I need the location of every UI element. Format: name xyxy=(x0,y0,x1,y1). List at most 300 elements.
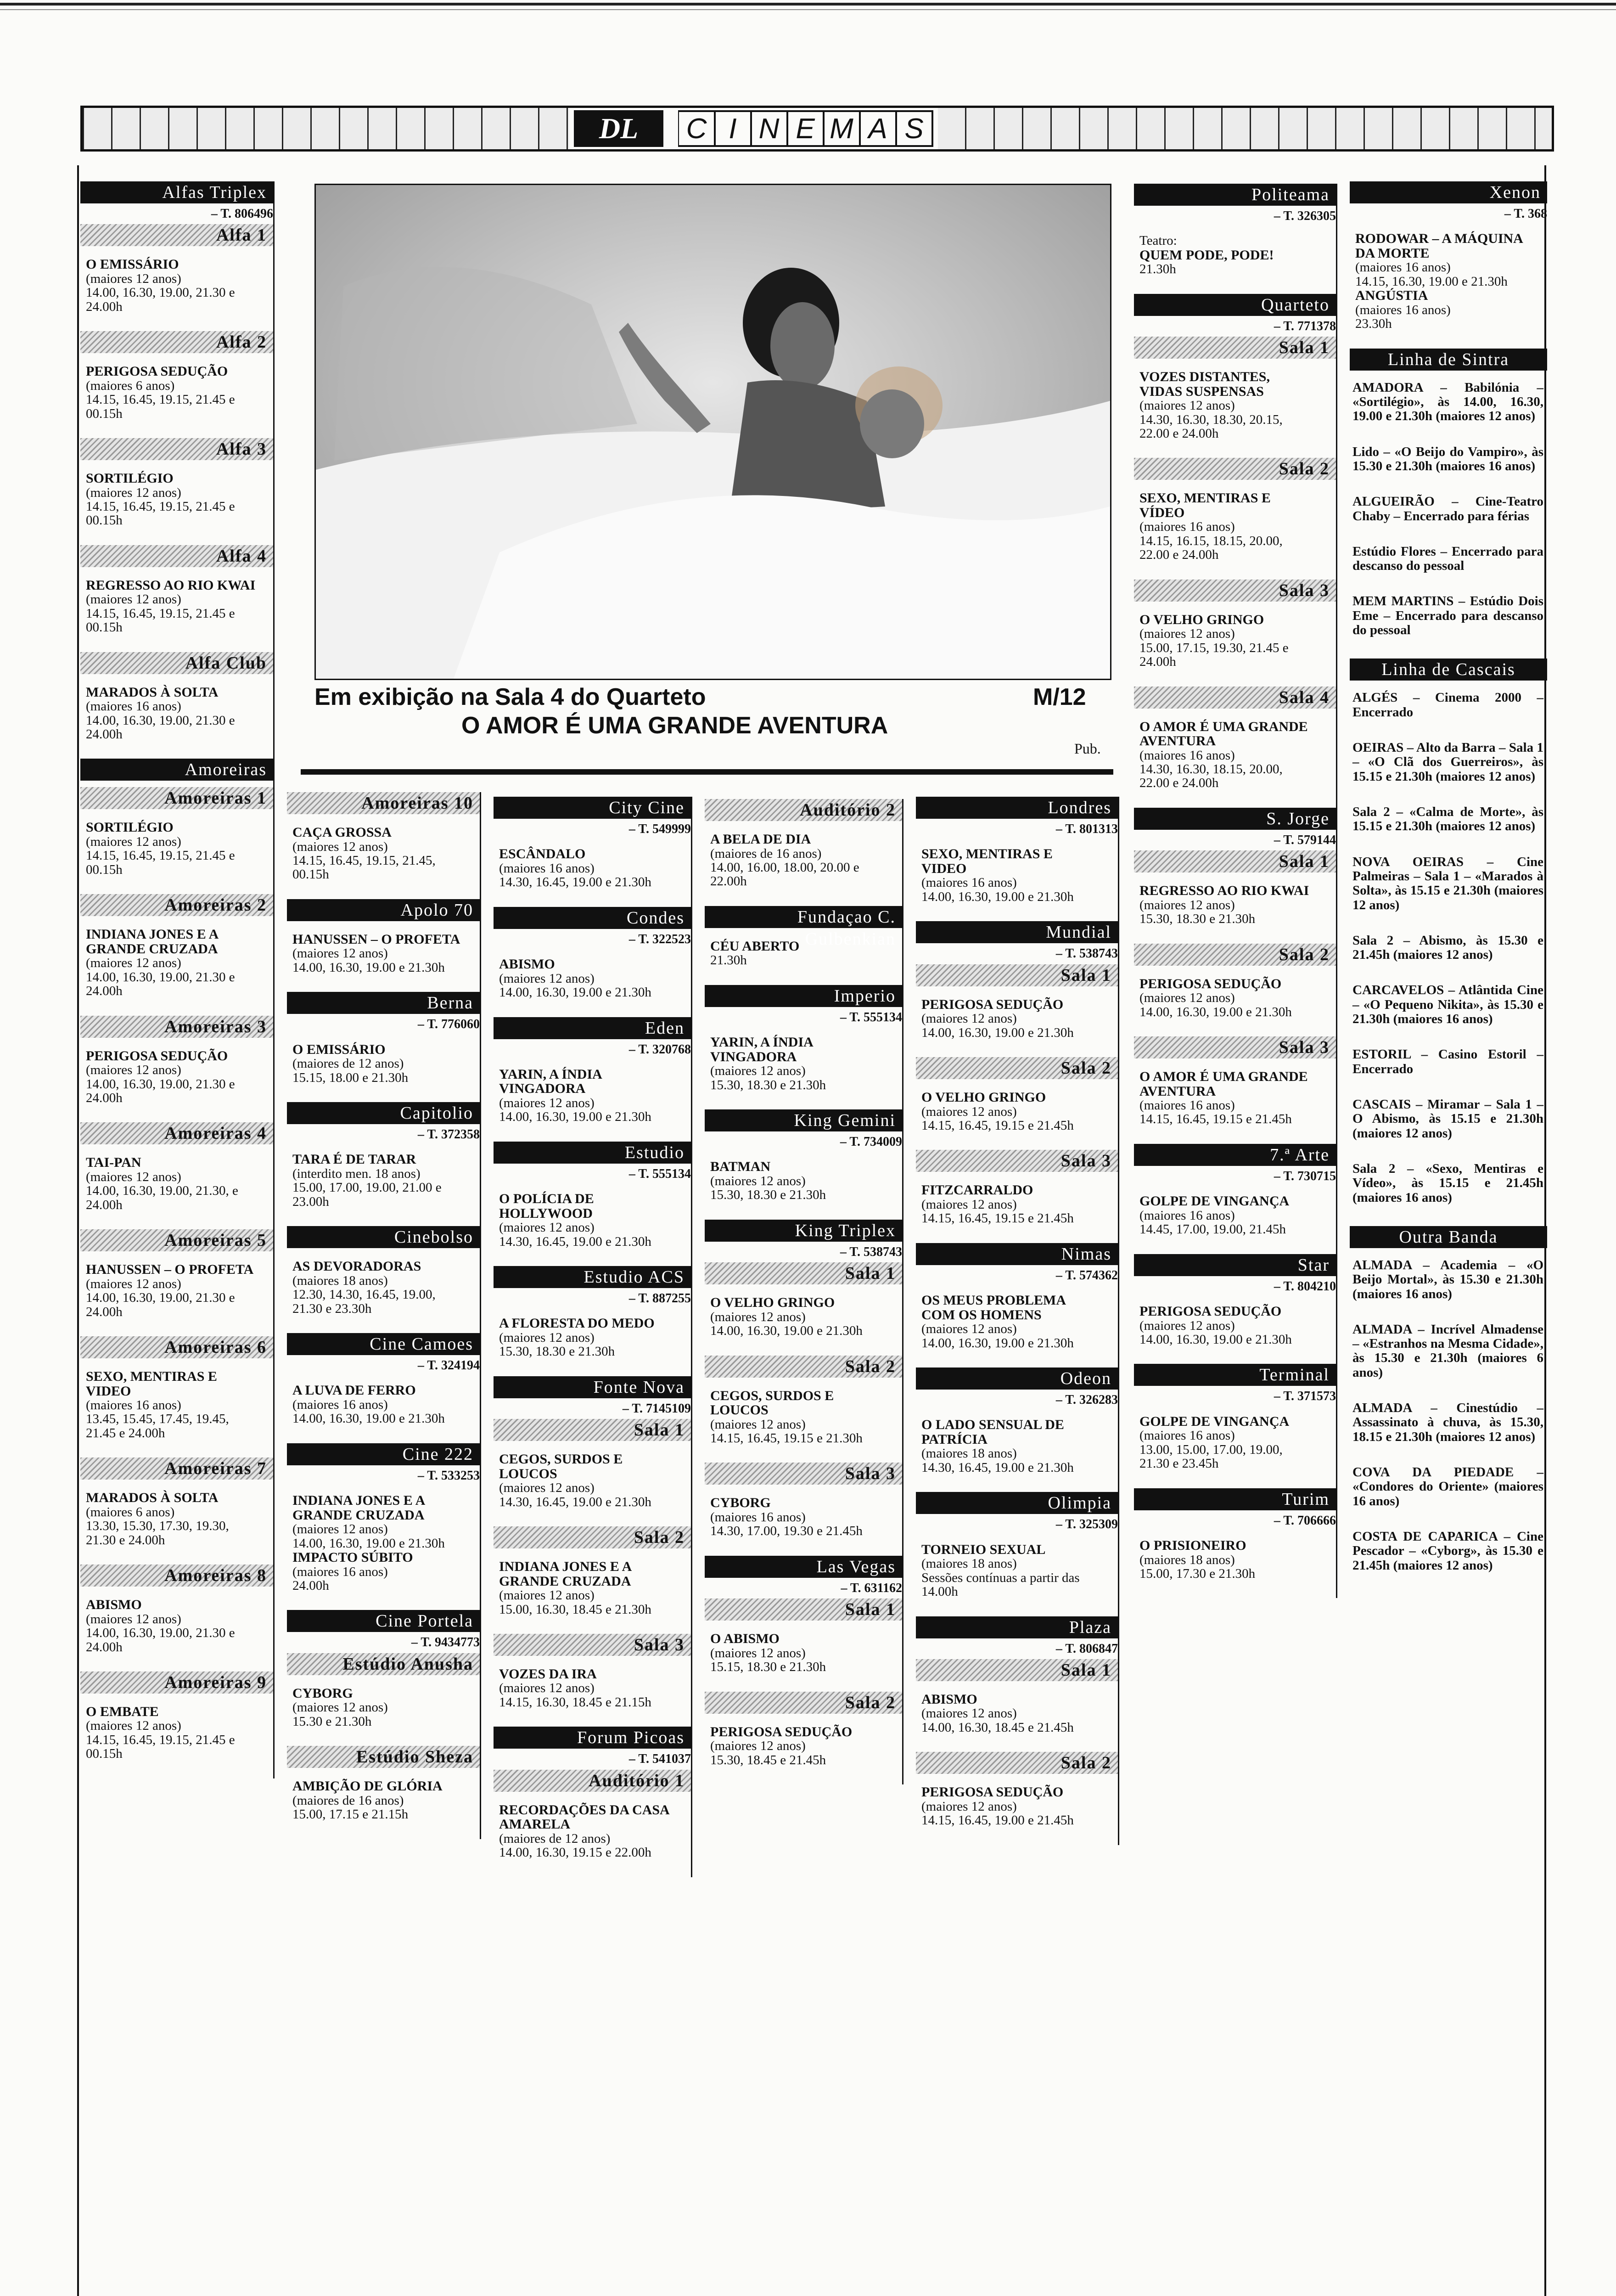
film-detail: 14.00, 16.30, 19.00, 21.30 e xyxy=(86,1626,235,1641)
film-detail: (maiores 12 anos) xyxy=(1139,1318,1235,1333)
cinema-phone: – T. 322523 xyxy=(628,932,691,946)
film-detail: (maiores 12 anos) xyxy=(710,1173,806,1188)
film-listing xyxy=(499,1192,691,1249)
banner-letter: I xyxy=(714,110,752,147)
film-listing xyxy=(86,1155,273,1212)
film-title: LOUCOS xyxy=(499,1466,557,1481)
film-detail: (maiores 16 anos) xyxy=(921,875,1017,890)
cinema-header: Amoreiras xyxy=(80,759,273,781)
hall-header: Sala 1 xyxy=(705,1598,902,1621)
film-detail: (maiores 12 anos) xyxy=(710,1739,806,1754)
hall-header: Sala 2 xyxy=(916,1057,1118,1079)
film-listing xyxy=(1139,1414,1336,1471)
film-listing xyxy=(921,1785,1118,1827)
film-detail: (maiores 12 anos) xyxy=(710,1309,806,1324)
hall-header: Sala 3 xyxy=(705,1463,902,1485)
film-detail: 14.30, 16.45, 19.00 e 21.30h xyxy=(499,1494,651,1509)
film-detail: 13.30, 15.30, 17.30, 19.30, xyxy=(86,1519,229,1534)
film-listing xyxy=(86,1491,273,1547)
film-detail: (maiores 16 anos) xyxy=(1139,1098,1235,1113)
film-detail: 14.15, 16.45, 19.15 e 21.45h xyxy=(1139,1112,1292,1127)
film-title: PERIGOSA SEDUÇÃO xyxy=(1139,1304,1282,1319)
film-title: O EMISSÁRIO xyxy=(292,1041,386,1057)
film-detail: (maiores 12 anos) xyxy=(1139,897,1235,912)
film-detail: 14.00, 16.30, 19.00, 21.30 e xyxy=(86,969,235,985)
cinema-header: Londres xyxy=(916,797,1118,819)
film-title: O POLÍCIA DE xyxy=(499,1191,594,1207)
cinema-header: Estudio xyxy=(494,1142,691,1164)
film-detail: 00.15h xyxy=(86,620,123,635)
film-title: AMARELA xyxy=(499,1817,570,1832)
film-detail: 14.00, 16.30, 19.00, 21.30, e xyxy=(86,1183,238,1199)
film-title: A FLORESTA DO MEDO xyxy=(499,1316,655,1331)
film-detail: 14.00, 16.30, 19.00, 21.30 e xyxy=(86,1290,235,1306)
banner-letter: C xyxy=(678,110,716,147)
hall-header: Sala 2 xyxy=(1134,944,1336,966)
film-detail: 14.00, 16.30, 19.00 e 21.30h xyxy=(710,1323,863,1339)
listings-column-4 xyxy=(705,799,903,1784)
film-title: O VELHO GRINGO xyxy=(710,1295,835,1311)
dl-logo: DL xyxy=(574,110,663,147)
film-listing xyxy=(499,1667,691,1709)
film-detail: 14.15, 16.30, 18.45 e 21.15h xyxy=(499,1694,651,1710)
film-title: O AMOR É UMA GRANDE xyxy=(1139,1069,1308,1085)
film-detail: (maiores 12 anos) xyxy=(499,1588,595,1603)
hall-header: Sala 1 xyxy=(705,1262,902,1284)
film-title: HANUSSEN – O PROFETA xyxy=(292,931,460,947)
film-detail: 14.30, 16.30, 18.30, 20.15, xyxy=(1139,412,1283,427)
cinema-header: Cine Camoes xyxy=(287,1333,480,1355)
film-title: SORTILÉGIO xyxy=(86,820,174,835)
film-title: LOUCOS xyxy=(710,1402,769,1418)
hall-header: Sala 2 xyxy=(494,1526,691,1548)
cinema-phone: – T. 574362 xyxy=(1055,1268,1118,1283)
top-rule xyxy=(0,3,1616,6)
film-detail: (maiores 16 anos) xyxy=(86,699,181,714)
film-listing xyxy=(921,1692,1118,1734)
cinema-header: Turim xyxy=(1134,1488,1336,1510)
cinema-phone: – T. 326305 xyxy=(1274,209,1336,223)
film-detail: 23.30h xyxy=(1355,316,1392,332)
film-detail: 24.00h xyxy=(86,727,123,742)
film-title: TAI-PAN xyxy=(86,1155,141,1171)
hall-header: Sala 3 xyxy=(916,1150,1118,1172)
film-detail: (maiores 16 anos) xyxy=(1139,519,1235,535)
film-listing xyxy=(921,1293,1118,1350)
film-detail: (maiores 12 anos) xyxy=(1139,398,1235,413)
film-detail: (maiores 12 anos) xyxy=(292,1700,388,1715)
film-detail: (maiores 12 anos) xyxy=(499,1330,595,1345)
film-listing xyxy=(710,1295,902,1338)
cinema-phone: – T. 541037 xyxy=(628,1752,691,1767)
film-listing xyxy=(921,1542,1118,1599)
hall-header: Sala 3 xyxy=(1134,580,1336,602)
film-detail: (maiores 12 anos) xyxy=(921,1011,1017,1026)
film-listing xyxy=(499,847,691,889)
film-listing xyxy=(499,1316,691,1358)
cinema-header: City Cine xyxy=(494,797,691,819)
film-detail: 13.45, 15.45, 17.45, 19.45, xyxy=(86,1412,229,1427)
cinema-header: Politeama xyxy=(1134,184,1336,206)
listings-column-3 xyxy=(494,797,692,1877)
film-listing xyxy=(86,1262,273,1319)
film-title: PATRÍCIA xyxy=(921,1431,988,1447)
film-detail: (maiores 16 anos) xyxy=(86,1398,181,1413)
cinema-phone: – T. 555134 xyxy=(840,1010,902,1024)
hall-header: Sala 1 xyxy=(1134,850,1336,872)
listings-column-2 xyxy=(287,792,481,1839)
hall-header: Sala 1 xyxy=(916,1659,1118,1681)
film-title: O VELHO GRINGO xyxy=(921,1090,1046,1105)
film-detail: (maiores 18 anos) xyxy=(1139,1552,1235,1567)
film-detail: (maiores 12 anos) xyxy=(86,1718,181,1733)
film-title: PERIGOSA SEDUÇÃO xyxy=(921,996,1064,1012)
listings-column-1 xyxy=(80,181,275,1778)
film-advertisement xyxy=(301,179,1113,794)
listings-column-7 xyxy=(1350,181,1547,1594)
film-listing xyxy=(921,997,1118,1040)
regional-listing: Sala 2 – «Calma de Morte», às 15.15 e 21.30h (maiores 12 anos) xyxy=(1352,804,1543,834)
cinema-header: Cine Portela xyxy=(287,1610,480,1632)
hall-header: Sala 1 xyxy=(494,1419,691,1441)
cinema-header: Fonte Nova xyxy=(494,1376,691,1398)
film-listing xyxy=(1139,1304,1336,1346)
ad-headline: Em exibição na Sala 4 do Quarteto xyxy=(314,684,706,710)
regional-listing: Sala 2 – Abismo, às 15.30 e 21.45h (maiores 12 anos) xyxy=(1352,933,1543,962)
cinema-header: Plaza xyxy=(916,1616,1118,1638)
film-detail: 22.00 e 24.00h xyxy=(1139,547,1219,563)
film-detail: 00.15h xyxy=(292,867,329,882)
film-title: VIDAS SUSPENSAS xyxy=(1139,383,1264,399)
film-listing xyxy=(292,1259,480,1316)
film-title: VIDEO xyxy=(921,861,967,876)
film-detail: (maiores de 12 anos) xyxy=(499,1831,611,1846)
film-detail: 12.30, 14.30, 16.45, 19.00, xyxy=(292,1287,436,1302)
film-detail: 14.45, 17.00, 19.00, 21.45h xyxy=(1139,1222,1286,1237)
film-listing xyxy=(1139,491,1336,562)
film-detail: (maiores 18 anos) xyxy=(292,1273,388,1288)
ad-film-title: O AMOR É UMA GRANDE AVENTURA xyxy=(461,712,888,739)
cinema-header: Capitolio xyxy=(287,1102,480,1124)
film-detail: 15.30, 18.30 e 21.30h xyxy=(710,1187,826,1203)
film-title: SEXO, MENTIRAS E xyxy=(1139,490,1271,506)
film-detail: 15.00, 17.00, 19.00, 21.00 e xyxy=(292,1180,442,1195)
film-title: ESCÂNDALO xyxy=(499,846,586,862)
film-detail: (maiores 12 anos) xyxy=(292,946,388,961)
film-still-photo xyxy=(314,184,1111,680)
cinema-header: Outra Banda xyxy=(1350,1226,1547,1248)
cinema-phone: – T. 801313 xyxy=(1055,822,1118,836)
film-listing xyxy=(86,1598,273,1654)
hall-header: Amoreiras 8 xyxy=(80,1564,273,1587)
film-detail: (maiores 12 anos) xyxy=(499,1681,595,1696)
film-title: TARA É DE TARAR xyxy=(292,1152,416,1167)
film-detail: (maiores 12 anos) xyxy=(86,1276,181,1291)
banner-letter: N xyxy=(751,110,788,147)
cinema-header: 7.ª Arte xyxy=(1134,1144,1336,1166)
cinema-phone: – T. 579144 xyxy=(1274,833,1336,847)
film-detail: 14.00, 16.30, 19.00 e 21.30h xyxy=(1139,1004,1292,1019)
film-detail: (maiores 16 anos) xyxy=(710,1509,806,1525)
film-listing xyxy=(292,1779,480,1821)
film-detail: (maiores 6 anos) xyxy=(86,378,175,393)
film-detail: 14.15, 16.15, 18.15, 20.00, xyxy=(1139,533,1283,548)
film-detail: (maiores 12 anos) xyxy=(499,1095,595,1110)
film-detail: 14.00, 16.30, 19.00 e 21.30h xyxy=(292,1411,445,1426)
film-detail: 24.00h xyxy=(86,1639,123,1654)
hall-header: Alfa 3 xyxy=(80,438,273,460)
film-title: IMPACTO SÚBITO xyxy=(292,1550,413,1565)
film-detail: 15.00, 16.30, 18.45 e 21.30h xyxy=(499,1602,651,1617)
film-detail: (maiores 16 anos) xyxy=(292,1564,388,1579)
film-detail: (maiores 12 anos) xyxy=(86,485,181,500)
cinema-header: Xenon xyxy=(1350,181,1547,203)
cinema-phone: – T. 771378 xyxy=(1274,319,1336,333)
film-title: O AMOR É UMA GRANDE xyxy=(1139,719,1308,734)
film-title: PERIGOSA SEDUÇÃO xyxy=(921,1784,1064,1800)
film-detail: 14.00, 16.30, 19.00 e 21.30h xyxy=(921,1335,1074,1351)
film-detail: (maiores 16 anos) xyxy=(1355,302,1451,317)
listings-column-5 xyxy=(916,797,1119,1845)
film-title: PERIGOSA SEDUÇÃO xyxy=(86,1048,228,1064)
film-title: CYBORG xyxy=(710,1495,771,1511)
banner-title xyxy=(569,108,938,149)
film-title: O VELHO GRINGO xyxy=(1139,612,1264,627)
film-detail: 14.30, 16.45, 19.00 e 21.30h xyxy=(499,875,651,890)
film-title: OS MEUS PROBLEMA xyxy=(921,1293,1066,1308)
regional-listing: ALGUEIRÃO – Cine-Teatro Chaby – Encerrado para férias xyxy=(1352,494,1543,523)
cinema-header: Nimas xyxy=(916,1243,1118,1265)
film-listing xyxy=(710,1632,902,1674)
film-title: REGRESSO AO RIO KWAI xyxy=(86,577,256,593)
film-title: BATMAN xyxy=(710,1159,771,1175)
film-detail: (maiores 16 anos) xyxy=(292,1397,388,1412)
film-listing xyxy=(86,1705,273,1761)
film-detail: (maiores 12 anos) xyxy=(499,1480,595,1496)
hall-header: Sala 2 xyxy=(916,1752,1118,1774)
hall-header: Amoreiras 6 xyxy=(80,1336,273,1358)
film-detail: 14.00, 16.00, 18.00, 20.00 e xyxy=(710,860,859,875)
hall-header: Estúdio Sheza xyxy=(287,1746,480,1768)
cinema-phone: – T. 549999 xyxy=(628,822,691,836)
cinema-phone: – T. 368 xyxy=(1504,207,1547,221)
film-detail: (maiores 16 anos) xyxy=(1139,748,1235,763)
film-detail: 24.00h xyxy=(86,1197,123,1212)
film-listing xyxy=(921,1090,1118,1132)
film-detail: 14.00, 16.30, 19.00 e 21.30h xyxy=(921,889,1074,904)
cinema-header: Odeon xyxy=(916,1367,1118,1390)
film-listing xyxy=(499,957,691,999)
film-detail: 21.30 e 23.45h xyxy=(1139,1456,1219,1471)
cinema-header: Las Vegas xyxy=(705,1556,902,1578)
regional-listing: ALGÉS – Cinema 2000 – Encerrado xyxy=(1352,690,1543,720)
film-detail: (maiores 18 anos) xyxy=(921,1556,1017,1571)
film-detail: 14.00, 16.30, 18.45 e 21.45h xyxy=(921,1720,1074,1735)
cinema-header: Fundaçao C. Gulbenkian xyxy=(705,906,902,928)
cinema-header: Cinebolso xyxy=(287,1226,480,1248)
regional-listing: Lido – «O Beijo do Vampiro», às 15.30 e 21.30h (maiores 16 anos) xyxy=(1352,444,1543,473)
cinema-phone: – T. 538743 xyxy=(840,1244,902,1259)
regional-listing: ALMADA – Cinestúdio – Assassinato à chuva, às 15.30, 18.15 e 21.30h (maiores 12 anos) xyxy=(1352,1401,1543,1444)
film-listing xyxy=(292,1152,480,1209)
film-title: RECORDAÇÕES DA CASA xyxy=(499,1802,670,1818)
regional-listing: COVA DA PIEDADE – «Condores do Oriente» (maiores 16 anos) xyxy=(1352,1465,1543,1508)
film-title: INDIANA JONES E A xyxy=(292,1493,426,1508)
hall-header: Alfa 4 xyxy=(80,545,273,567)
film-listing xyxy=(1139,1194,1336,1236)
film-title: AS DEVORADORAS xyxy=(292,1259,421,1274)
cinema-header: Quarteto xyxy=(1134,294,1336,316)
regional-listing: COSTA DE CAPARICA – Cine Pescador – «Cyborg», às 15.30 e 21.45h (maiores 12 anos) xyxy=(1352,1529,1543,1573)
film-title: VÍDEO xyxy=(1139,505,1185,520)
film-detail: 14.15, 16.45, 19.15 e 21.45h xyxy=(921,1118,1074,1133)
regional-listing: NOVA OEIRAS – Cine Palmeiras – Sala 1 – «Marados à Solta», às 15.15 e 21.30h (maiores 12 anos) xyxy=(1352,854,1543,912)
cinema-header: King Triplex xyxy=(705,1220,902,1242)
film-detail: 14.15, 16.45, 19.15 e 21.30h xyxy=(710,1430,863,1446)
film-detail: (maiores 12 anos) xyxy=(921,1322,1017,1337)
film-listing xyxy=(499,1452,691,1509)
film-detail: (maiores 12 anos) xyxy=(1139,990,1235,1006)
film-detail: 21.30h xyxy=(710,953,747,968)
cinema-header: Linha de Cascais xyxy=(1350,658,1547,681)
film-detail: 14.00, 16.30, 19.00 e 21.30h xyxy=(499,1109,651,1125)
film-detail: 21.30 e 24.00h xyxy=(86,1532,165,1548)
film-title: ABISMO xyxy=(921,1691,977,1707)
cinema-header: Mundial xyxy=(916,921,1118,943)
film-detail: Sessões contínuas a partir das xyxy=(921,1570,1080,1585)
film-title: FITZCARRALDO xyxy=(921,1182,1033,1198)
film-detail: 21.30h xyxy=(1139,262,1176,277)
film-title: HOLLYWOOD xyxy=(499,1205,593,1221)
regional-listing: Estúdio Flores – Encerrado para descanso do pessoal xyxy=(1352,544,1543,574)
regional-listing: OEIRAS – Alto da Barra – Sala 1 – «O Clã dos Guerreiros», às 15.15 e 21.30h (maiores 12 anos) xyxy=(1352,740,1543,784)
film-title: QUEM PODE, PODE! xyxy=(1139,247,1274,263)
film-listing xyxy=(710,1389,902,1446)
film-detail: 14.00, 16.30, 19.00 e 21.30h xyxy=(921,1025,1074,1040)
cinema-phone: – T. 776060 xyxy=(417,1017,480,1032)
film-title: O EMISSÁRIO xyxy=(86,257,179,272)
film-title: A LUVA DE FERRO xyxy=(292,1383,416,1398)
film-listing xyxy=(292,1042,480,1085)
film-detail: 00.15h xyxy=(86,406,123,421)
film-detail: 23.00h xyxy=(292,1194,329,1209)
film-listing xyxy=(1139,234,1336,276)
hall-header: Alfa 1 xyxy=(80,224,273,246)
banner-letter: M xyxy=(823,110,861,147)
cinema-header: Apolo 70 xyxy=(287,899,480,921)
film-title: PERIGOSA SEDUÇÃO xyxy=(710,1724,853,1739)
cinema-phone: – T. 887255 xyxy=(628,1291,691,1306)
film-title: GRANDE CRUZADA xyxy=(86,941,218,957)
film-listing xyxy=(86,820,273,877)
banner-letter: E xyxy=(787,110,825,147)
cinema-phone: – T. 730715 xyxy=(1274,1169,1336,1183)
film-detail: (maiores 16 anos) xyxy=(1139,1428,1235,1443)
film-detail: (maiores 12 anos) xyxy=(710,1417,806,1432)
film-detail: 15.15, 18.00 e 21.30h xyxy=(292,1070,409,1085)
film-detail: 14.15, 16.45, 19.15, 21.45 e xyxy=(86,392,235,407)
film-detail: 24.00h xyxy=(86,299,123,314)
film-title: PERIGOSA SEDUÇÃO xyxy=(1139,976,1282,991)
film-detail: 24.00h xyxy=(292,1578,329,1593)
film-detail: (maiores 12 anos) xyxy=(921,1197,1017,1212)
film-detail: 21.45 e 24.00h xyxy=(86,1425,165,1441)
film-listing xyxy=(1139,1069,1336,1126)
film-listing xyxy=(86,257,273,314)
film-detail: 14.15, 16.45, 19.15, 21.45, xyxy=(292,853,436,868)
film-detail: 00.15h xyxy=(86,513,123,528)
film-detail: 14.00, 16.30, 19.00 e 21.30h xyxy=(1139,1332,1292,1347)
hall-header: Sala 1 xyxy=(1134,337,1336,359)
regional-listing: MEM MARTINS – Estúdio Dois Eme – Encerrado para descanso do pessoal xyxy=(1352,594,1543,638)
film-detail: 14.15, 16.30, 19.00 e 21.30h xyxy=(1355,274,1508,289)
film-detail: 24.00h xyxy=(86,984,123,999)
film-detail: 22.00 e 24.00h xyxy=(1139,426,1219,441)
film-listing xyxy=(86,364,273,421)
film-title: O LADO SENSUAL DE xyxy=(921,1417,1064,1433)
film-detail: 00.15h xyxy=(86,862,123,877)
hall-header: Amoreiras 5 xyxy=(80,1229,273,1251)
film-detail: 14.15, 16.45, 19.15, 21.45 e xyxy=(86,499,235,514)
film-listing xyxy=(710,1035,902,1092)
hall-header: Auditório 1 xyxy=(494,1770,691,1792)
hall-header: Sala 2 xyxy=(705,1692,902,1714)
hall-header: Auditório 2 xyxy=(705,799,902,821)
film-title: TORNEIO SEXUAL xyxy=(921,1542,1046,1557)
hall-header: Sala 3 xyxy=(494,1634,691,1656)
cinema-header: S. Jorge xyxy=(1134,808,1336,830)
film-detail: 15.30, 18.30 e 21.30h xyxy=(499,1344,615,1359)
film-title: VOZES DISTANTES, xyxy=(1139,369,1270,385)
film-title: ANGÚSTIA xyxy=(1355,288,1428,304)
film-detail: 15.00, 17.15 e 21.15h xyxy=(292,1807,409,1822)
film-listing xyxy=(292,825,480,882)
banner-letter: S xyxy=(896,110,933,147)
film-title: SEXO, MENTIRAS E xyxy=(921,846,1053,862)
film-detail: 14.30, 16.30, 18.15, 20.00, xyxy=(1139,762,1283,777)
film-detail: (maiores 12 anos) xyxy=(921,1104,1017,1119)
hall-header: Amoreiras 3 xyxy=(80,1016,273,1038)
film-title: AMBIÇÃO DE GLÓRIA xyxy=(292,1778,443,1794)
cinema-header: Condes xyxy=(494,907,691,929)
hall-header: Amoreiras 2 xyxy=(80,894,273,916)
listings-column-6 xyxy=(1134,184,1337,1598)
film-detail: 14.15, 16.45, 19.15 e 21.45h xyxy=(921,1211,1074,1226)
hall-header: Amoreiras 9 xyxy=(80,1671,273,1694)
film-listing xyxy=(86,927,273,998)
film-listing xyxy=(921,847,1118,904)
film-detail: (maiores 12 anos) xyxy=(292,839,388,854)
film-detail: 14.15, 16.45, 19.15, 21.45 e xyxy=(86,1732,235,1747)
film-detail: (maiores 6 anos) xyxy=(86,1504,175,1519)
ad-rating: M/12 xyxy=(1033,684,1086,710)
cinema-phone: – T. 806847 xyxy=(1055,1641,1118,1656)
cinema-phone: – T. 804210 xyxy=(1274,1279,1336,1294)
cinema-phone: – T. 555134 xyxy=(628,1166,691,1181)
film-detail: 15.30 e 21.30h xyxy=(292,1714,372,1729)
film-listing xyxy=(499,1803,691,1860)
cinema-header: Linha de Sintra xyxy=(1350,349,1547,371)
film-title: PERIGOSA SEDUÇÃO xyxy=(86,364,228,379)
film-title: CEGOS, SURDOS E xyxy=(499,1452,623,1467)
film-title: CEGOS, SURDOS E xyxy=(710,1388,834,1403)
film-detail: (maiores 12 anos) xyxy=(86,271,181,286)
film-detail: (maiores de 12 anos) xyxy=(292,1056,404,1071)
hall-header: Sala 4 xyxy=(1134,687,1336,709)
film-detail: 14.00, 16.30, 19.00, 21.30 e xyxy=(86,713,235,728)
film-listing xyxy=(1139,884,1336,926)
hall-header: Alfa Club xyxy=(80,652,273,674)
